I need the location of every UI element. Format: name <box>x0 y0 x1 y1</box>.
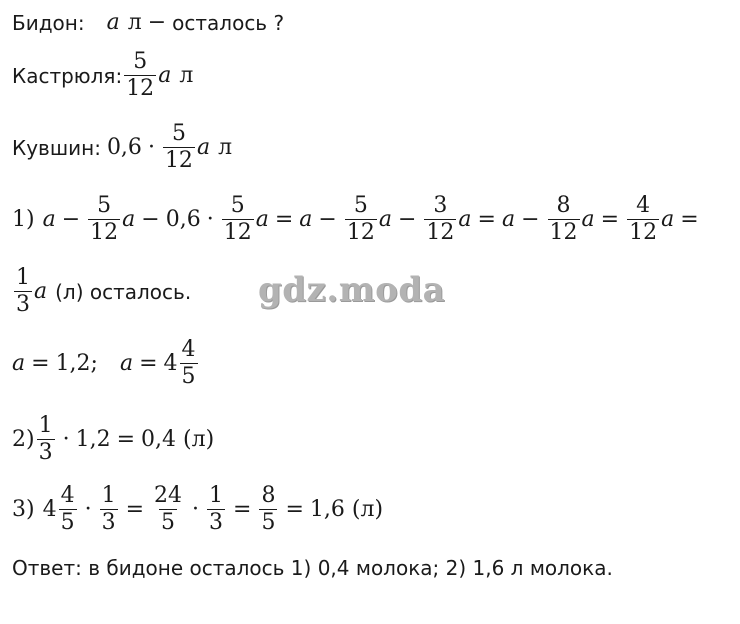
answer-line: Ответ: в бидоне осталось 1) 0,4 молока; 2) 1,6 л молока. <box>12 556 613 580</box>
minus: − <box>318 207 337 233</box>
coef: 0,6 <box>165 207 201 233</box>
fraction <box>424 194 456 245</box>
unit-l: л <box>179 63 194 89</box>
fraction <box>180 338 198 389</box>
text-ostalos: (л) осталось. <box>55 279 192 304</box>
fraction <box>100 484 118 535</box>
line-step2 <box>12 414 214 465</box>
unit-l: л <box>218 135 233 161</box>
equals: = <box>139 351 158 377</box>
mixed-whole: 4 <box>163 351 178 377</box>
line-kastryulya <box>12 50 193 101</box>
fraction-numerator: 4 <box>181 337 196 362</box>
equals: = <box>116 427 136 453</box>
line-values-a <box>12 338 200 389</box>
fraction-numerator: 8 <box>556 193 571 218</box>
equals: = <box>233 497 252 523</box>
fraction-denominator: 12 <box>549 220 578 246</box>
var-a: a <box>12 351 26 377</box>
minus: − <box>397 207 417 233</box>
fraction-denominator: 12 <box>126 76 155 102</box>
fraction-numerator: 4 <box>60 483 75 508</box>
dot: · <box>206 207 214 233</box>
fraction-numerator: 8 <box>261 483 276 508</box>
fraction-numerator: 5 <box>171 121 186 146</box>
minus: − <box>521 207 540 233</box>
fraction-denominator: 12 <box>426 220 455 246</box>
dot: · <box>192 497 200 523</box>
fraction <box>88 194 120 245</box>
equals: = <box>285 497 304 523</box>
fraction-numerator: 1 <box>16 265 30 290</box>
fraction-numerator: 1 <box>101 483 116 508</box>
fraction <box>59 484 77 535</box>
coef: 0,6 <box>106 135 142 161</box>
fraction-numerator: 1 <box>38 413 53 438</box>
label-kuvshin: Кувшин: <box>12 135 101 160</box>
minus: − <box>61 207 81 233</box>
var-a: a <box>255 207 269 233</box>
var-a: a <box>196 135 211 161</box>
fraction <box>163 122 195 173</box>
fraction-numerator: 5 <box>353 193 368 218</box>
fraction <box>152 484 184 535</box>
label-bidon: Бидон: <box>12 10 85 35</box>
fraction <box>124 50 156 101</box>
step-number: 1) <box>12 207 35 233</box>
fraction <box>259 484 277 535</box>
value: 1,2 <box>75 427 111 453</box>
dash: − <box>147 10 167 35</box>
var-a: a <box>34 279 48 305</box>
fraction <box>548 194 580 245</box>
fraction-numerator: 4 <box>636 193 651 218</box>
fraction-denominator: 5 <box>161 510 176 536</box>
var-a: a <box>42 207 56 233</box>
fraction-denominator: 3 <box>16 292 30 318</box>
equals: = <box>477 207 496 233</box>
value-a1: 1,2; <box>55 351 98 377</box>
mixed-whole: 4 <box>42 497 57 523</box>
fraction <box>345 194 377 245</box>
fraction-numerator: 5 <box>97 193 112 218</box>
fraction <box>222 194 254 245</box>
fraction-denominator: 12 <box>164 148 193 174</box>
var-a: a <box>299 207 313 233</box>
fraction-denominator: 5 <box>261 510 276 536</box>
fraction-denominator: 5 <box>60 510 75 536</box>
watermark-gdz-moda: gdz.moda <box>258 270 446 310</box>
fraction-numerator: 1 <box>209 483 224 508</box>
var-a: a <box>661 207 675 233</box>
var-a: a <box>581 207 595 233</box>
dot: · <box>84 497 92 523</box>
dot: · <box>147 135 155 161</box>
equals: = <box>31 351 50 377</box>
fraction-denominator: 12 <box>223 220 252 246</box>
unit-l: л <box>127 10 142 35</box>
var-a: a <box>158 63 172 89</box>
var-a: a <box>378 207 392 233</box>
line-kuvshin <box>12 122 232 173</box>
var-a: a <box>458 207 472 233</box>
fraction-denominator: 3 <box>209 510 224 536</box>
fraction-denominator: 3 <box>101 510 116 536</box>
equals: = <box>125 497 145 523</box>
equals: = <box>274 207 294 233</box>
fraction <box>627 194 659 245</box>
dot: · <box>62 427 70 453</box>
fraction-denominator: 12 <box>346 220 375 246</box>
fraction-denominator: 12 <box>90 220 119 246</box>
fraction-numerator: 5 <box>133 49 148 74</box>
text-ostalos: осталось ? <box>172 10 285 35</box>
fraction-numerator: 5 <box>230 193 245 218</box>
result: 1,6 (л) <box>309 497 384 523</box>
var-a: a <box>106 10 120 35</box>
fraction <box>14 266 32 317</box>
line-step1 <box>12 194 705 245</box>
step-number: 3) <box>12 497 35 523</box>
line-result1 <box>12 266 191 317</box>
fraction-denominator: 5 <box>181 364 196 390</box>
var-a: a <box>122 207 136 233</box>
minus: − <box>141 207 160 233</box>
step-number: 2) <box>12 427 35 453</box>
fraction <box>207 484 225 535</box>
fraction-numerator: 24 <box>154 483 183 508</box>
equals: = <box>680 207 699 233</box>
fraction-numerator: 3 <box>433 193 448 218</box>
label-kastryulya: Кастрюля: <box>12 63 123 88</box>
result: 0,4 (л) <box>141 427 215 453</box>
equals: = <box>600 207 620 233</box>
fraction-denominator: 3 <box>38 440 53 466</box>
fraction <box>37 414 55 465</box>
line-step3 <box>12 484 383 535</box>
fraction-denominator: 12 <box>629 220 658 246</box>
line-bidon <box>12 10 284 35</box>
var-a: a <box>501 207 516 233</box>
var-a: a <box>119 351 134 377</box>
